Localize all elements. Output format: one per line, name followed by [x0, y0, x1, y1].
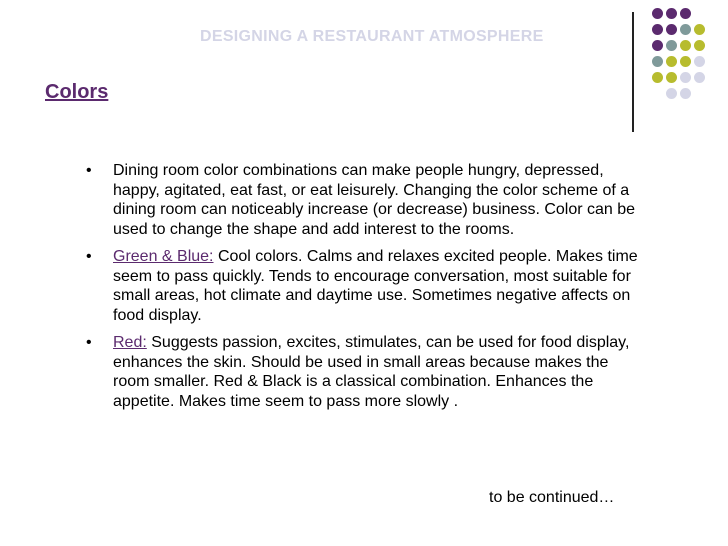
decorative-dot [680, 24, 691, 35]
bullet-text: Cool colors. Calms and relaxes excited people. Makes time seem to pass quickly. Tends to encourage conversation, most suitable for small areas, hot climate and daytime use. Sometimes negative affects on food display. [113, 248, 638, 324]
continued-note: to be continued… [489, 489, 615, 506]
slide-title: Colors [45, 81, 109, 103]
bullet-item [86, 247, 646, 325]
bullet-marker: • [86, 162, 92, 179]
decorative-dot [652, 40, 663, 51]
bullet-marker: • [86, 334, 92, 351]
decorative-dot [666, 72, 677, 83]
bullet-text: Suggests passion, excites, stimulates, can be used for food display, enhances the skin. Should be used in small areas because makes the room smaller. Red & Black is a classical combination. Enhances the appetite. Makes time seem to pass more slowly . [113, 334, 630, 410]
decorative-dot [680, 72, 691, 83]
decorative-dot [666, 24, 677, 35]
decorative-dot [680, 88, 691, 99]
bullet-label-red: Red: [113, 334, 147, 351]
decorative-dot [666, 40, 677, 51]
decorative-dot [680, 40, 691, 51]
decorative-dot [666, 56, 677, 67]
vertical-divider [632, 12, 634, 132]
decorative-dot [652, 8, 663, 19]
bullet-label-green-blue: Green & Blue: [113, 248, 214, 265]
decorative-dot [680, 8, 691, 19]
bullet-list [86, 161, 646, 419]
decorative-dot [694, 72, 705, 83]
decorative-dot [694, 40, 705, 51]
bullet-item [86, 161, 646, 239]
header-title: DESIGNING A RESTAURANT ATMOSPHERE [200, 28, 544, 45]
decorative-dot [652, 24, 663, 35]
bullet-marker: • [86, 248, 92, 265]
dot-pattern-decoration [640, 8, 728, 128]
decorative-dot [652, 72, 663, 83]
decorative-dot [680, 56, 691, 67]
decorative-dot [666, 8, 677, 19]
bullet-text: Dining room color combinations can make people hungry, depressed, happy, agitated, eat fast, or eat leisurely. Changing the color scheme of a dining room can noticeably increase (or decrease) business. Color can be used to change the shape and add interest to the rooms. [113, 162, 636, 238]
decorative-dot [666, 88, 677, 99]
decorative-dot [694, 24, 705, 35]
decorative-dot [652, 56, 663, 67]
decorative-dot [694, 56, 705, 67]
bullet-item [86, 333, 646, 411]
